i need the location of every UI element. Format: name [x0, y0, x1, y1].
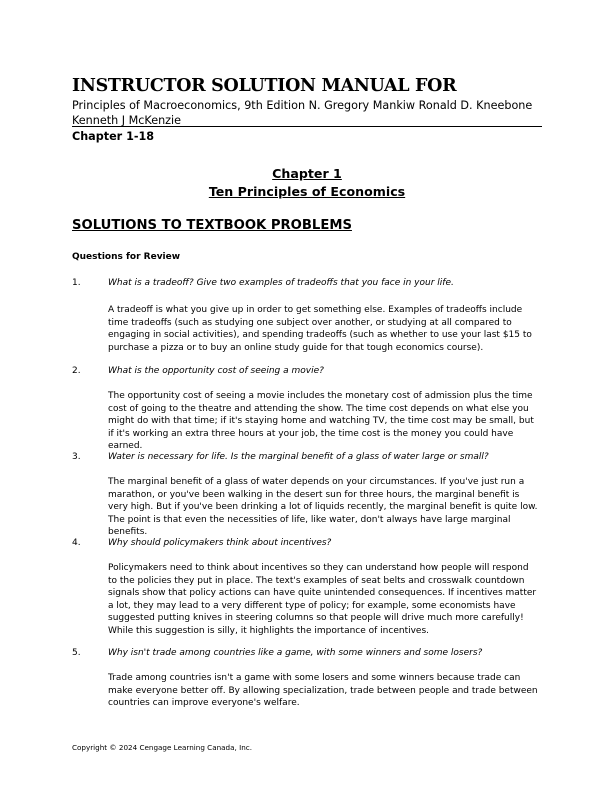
answer-text: A tradeoff is what you give up in order to get something else. Examples of tradeoffs include time tradeoffs (such as studying one subject over another, or studying at all compared to engaging in social activities), and spending tradeoffs (such as whether to use your last $15 to purchase a pizza or to buy an online study guide for that tough economics course).: [108, 305, 532, 353]
question-number: 5.: [72, 648, 81, 658]
copyright-footer: Copyright © 2024 Cengage Learning Canada, Inc.: [72, 743, 253, 752]
question-number: 2.: [72, 366, 81, 376]
chapter-title: Ten Principles of Economics: [208, 184, 406, 199]
book-citation: Principles of Macroeconomics, 9th Edition N. Gregory Mankiw Ronald D. Kneebone Kenneth J McKenzie: [72, 99, 533, 127]
question-text: What is a tradeoff? Give two examples of tradeoffs that you face in your life.: [108, 278, 454, 288]
question-text: Why should policymakers think about incentives?: [108, 538, 332, 548]
manual-title: INSTRUCTOR SOLUTION MANUAL FOR: [72, 76, 457, 96]
chapter-heading: [72, 165, 542, 201]
chapter-range: Chapter 1-18: [72, 130, 155, 143]
question-number: 1.: [72, 278, 81, 288]
question-number: 3.: [72, 452, 81, 462]
answer-text: The opportunity cost of seeing a movie includes the monetary cost of admission plus the time cost of going to the theatre and attending the show. The time cost depends on what else you might do with that time; if it's staying home and watching TV, the time cost may be small, but if it's working an extra three hours at your job, the time cost is the money you could have earned.: [108, 391, 534, 451]
sub-heading: Questions for Review: [72, 252, 181, 262]
answer-text: Policymakers need to think about incentives so they can understand how people will respond to the policies they put in place. The text's examples of seat belts and crosswalk countdown signals show that policy actions can have quite unintended consequences. If incentives matter a lot, they may lead to a very different type of policy; for example, some economists have suggested putting knives in steering columns so that people will drive much more carefully! While this suggestion is silly, it highlights the importance of incentives.: [108, 563, 537, 636]
section-heading: SOLUTIONS TO TEXTBOOK PROBLEMS: [72, 218, 352, 233]
header-divider: [72, 126, 542, 127]
answer-text: The marginal benefit of a glass of water depends on your circumstances. If you've just run a marathon, or you've been walking in the desert sun for three hours, the marginal benefit is very high. But if you've been drinking a lot of liquids recently, the marginal benefit is quite low. The point is that even the necessities of life, like water, don't always have large marginal benefits.: [108, 477, 538, 537]
question-text: Water is necessary for life. Is the marginal benefit of a glass of water large or small?: [108, 452, 489, 462]
question-text: What is the opportunity cost of seeing a movie?: [108, 366, 324, 376]
question-text: Why isn't trade among countries like a game, with some winners and some losers?: [108, 648, 483, 658]
question-number: 4.: [72, 538, 81, 548]
chapter-number: Chapter 1: [272, 166, 342, 181]
answer-text: Trade among countries isn't a game with some losers and some winners because trade can make everyone better off. By allowing specialization, trade between people and trade between countries can improve everyone's welfare.: [108, 673, 538, 708]
